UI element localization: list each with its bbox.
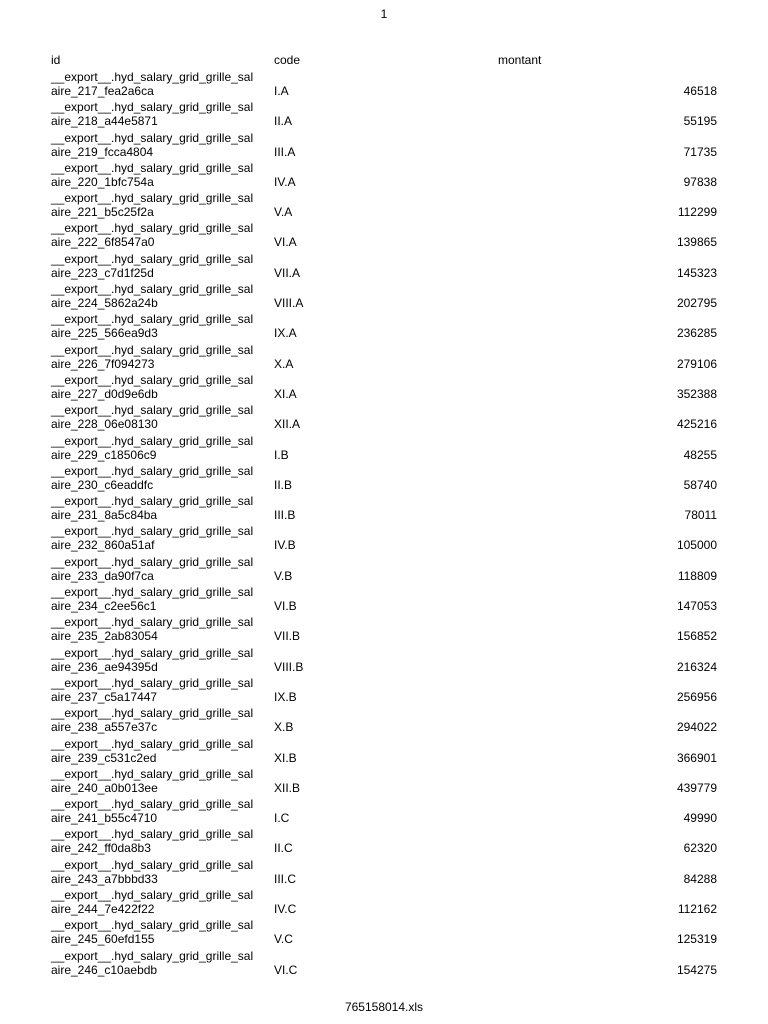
cell-montant: 139865	[676, 235, 717, 250]
cell-montant: 118809	[677, 568, 717, 583]
table-row	[0, 523, 768, 553]
cell-code: III.B	[274, 508, 296, 523]
cell-montant: 236285	[676, 326, 717, 341]
table-row	[0, 917, 768, 947]
cell-id	[51, 827, 273, 855]
table-row	[0, 584, 768, 614]
cell-id-line2: aire_231_8a5c84ba	[51, 508, 158, 523]
cell-id	[51, 949, 273, 977]
column-header-code: code	[274, 53, 301, 67]
cell-id-line1: __export__.hyd_salary_grid_grille_sal	[51, 463, 254, 478]
cell-id-line2: aire_228_06e08130	[51, 417, 158, 432]
cell-code: IV.B	[274, 538, 296, 553]
cell-montant: 112162	[677, 902, 717, 917]
cell-id-line1: __export__.hyd_salary_grid_grille_sal	[51, 918, 254, 933]
cell-code: IX.B	[274, 689, 297, 704]
cell-code: VIII.B	[274, 659, 304, 674]
cell-montant: 202795	[676, 296, 717, 311]
cell-code: I.B	[274, 447, 289, 462]
table-row	[0, 220, 768, 250]
cell-montant: 352388	[676, 386, 717, 401]
cell-id-line2: aire_242_ff0da8b3	[51, 841, 151, 856]
cell-id-line2: aire_237_c5a17447	[51, 689, 158, 704]
cell-id-line2: aire_240_a0b013ee	[51, 780, 158, 795]
cell-montant: 294022	[676, 720, 717, 735]
cell-id-line1: __export__.hyd_salary_grid_grille_sal	[51, 342, 254, 357]
cell-id-line1: __export__.hyd_salary_grid_grille_sal	[51, 736, 254, 751]
cell-code: XII.B	[274, 780, 301, 795]
cell-id-line2: aire_223_c7d1f25d	[51, 265, 154, 280]
cell-montant: 439779	[676, 780, 717, 795]
cell-code: IV.A	[274, 174, 296, 189]
cell-id	[51, 343, 273, 371]
cell-montant: 147053	[676, 599, 717, 614]
cell-id-line1: __export__.hyd_salary_grid_grille_sal	[51, 160, 254, 175]
cell-id-line2: aire_244_7e422f22	[51, 902, 155, 917]
cell-montant: 366901	[676, 750, 717, 765]
cell-id	[51, 494, 273, 522]
table-row	[0, 493, 768, 523]
cell-montant: 55195	[683, 114, 717, 129]
table-row	[0, 948, 768, 978]
cell-montant: 156852	[676, 629, 717, 644]
cell-code: IV.C	[274, 902, 297, 917]
cell-code: I.A	[274, 84, 289, 98]
cell-id-line1: __export__.hyd_salary_grid_grille_sal	[51, 191, 254, 206]
cell-id	[51, 737, 273, 765]
cell-id-line1: __export__.hyd_salary_grid_grille_sal	[51, 797, 254, 812]
cell-code: V.A	[274, 205, 293, 220]
table-row	[0, 675, 768, 705]
cell-montant: 48255	[683, 447, 717, 462]
cell-id-line2: aire_236_ae94395d	[51, 659, 158, 674]
cell-id-line1: __export__.hyd_salary_grid_grille_sal	[51, 645, 254, 660]
cell-montant: 97838	[683, 174, 717, 189]
table-row	[0, 342, 768, 372]
table-row	[0, 796, 768, 826]
table-row	[0, 99, 768, 129]
cell-montant: 112299	[677, 205, 717, 220]
table-row	[0, 372, 768, 402]
cell-id	[51, 312, 273, 340]
cell-id	[51, 100, 273, 128]
table-row	[0, 69, 768, 99]
cell-id-line2: aire_234_c2ee56c1	[51, 599, 157, 614]
cell-id	[51, 403, 273, 431]
cell-id-line2: aire_219_fcca4804	[51, 144, 154, 159]
cell-montant: 425216	[676, 417, 717, 432]
cell-id	[51, 615, 273, 643]
cell-id-line2: aire_241_b55c4710	[51, 811, 158, 826]
cell-id	[51, 555, 273, 583]
cell-id	[51, 524, 273, 552]
cell-id-line2: aire_246_c10aebdb	[51, 962, 158, 977]
table-row	[0, 402, 768, 432]
cell-id	[51, 706, 273, 734]
table-row	[0, 130, 768, 160]
cell-code: XII.A	[274, 417, 301, 432]
table-body	[0, 69, 768, 978]
cell-id-line2: aire_224_5862a24b	[51, 296, 158, 311]
cell-id-line2: aire_218_a44e5871	[51, 114, 158, 129]
cell-code: II.A	[274, 114, 293, 129]
column-header-montant: montant	[498, 53, 542, 67]
cell-montant: 49990	[683, 811, 717, 826]
cell-id-line1: __export__.hyd_salary_grid_grille_sal	[51, 100, 254, 115]
cell-id-line2: aire_235_2ab83054	[51, 629, 158, 644]
cell-id-line2: aire_229_c18506c9	[51, 447, 157, 462]
cell-id-line1: __export__.hyd_salary_grid_grille_sal	[51, 372, 254, 387]
table-row	[0, 614, 768, 644]
cell-id-line1: __export__.hyd_salary_grid_grille_sal	[51, 494, 254, 509]
cell-id-line2: aire_217_fea2a6ca	[51, 84, 154, 98]
cell-id-line2: aire_225_566ea9d3	[51, 326, 158, 341]
table-row	[0, 190, 768, 220]
cell-code: V.C	[274, 932, 293, 947]
cell-id	[51, 131, 273, 159]
cell-code: IX.A	[274, 326, 297, 341]
footer-filename: 765158014.xls	[344, 1000, 424, 1014]
cell-montant: 78011	[684, 508, 717, 523]
table-row	[0, 826, 768, 856]
cell-id-line2: aire_232_860a51af	[51, 538, 155, 553]
cell-id-line1: __export__.hyd_salary_grid_grille_sal	[51, 675, 254, 690]
cell-id-line2: aire_221_b5c25f2a	[51, 205, 154, 220]
cell-id-line1: __export__.hyd_salary_grid_grille_sal	[51, 70, 254, 84]
cell-id-line2: aire_222_6f8547a0	[51, 235, 155, 250]
cell-id	[51, 70, 273, 98]
cell-code: VI.C	[274, 962, 298, 977]
cell-id-line1: __export__.hyd_salary_grid_grille_sal	[51, 706, 254, 721]
cell-id-line1: __export__.hyd_salary_grid_grille_sal	[51, 888, 254, 903]
cell-code: X.B	[274, 720, 294, 735]
cell-montant: 145323	[676, 265, 717, 280]
cell-id-line1: __export__.hyd_salary_grid_grille_sal	[51, 251, 254, 266]
cell-id-line1: __export__.hyd_salary_grid_grille_sal	[51, 554, 254, 569]
cell-code: XI.B	[274, 750, 297, 765]
cell-id	[51, 252, 273, 280]
cell-id-line2: aire_227_d0d9e6db	[51, 386, 158, 401]
table-row	[0, 736, 768, 766]
cell-montant: 62320	[683, 841, 717, 856]
column-header-id: id	[51, 53, 61, 67]
cell-id-line1: __export__.hyd_salary_grid_grille_sal	[51, 221, 254, 236]
cell-id	[51, 676, 273, 704]
cell-id-line1: __export__.hyd_salary_grid_grille_sal	[51, 857, 254, 872]
cell-id	[51, 646, 273, 674]
cell-montant: 256956	[676, 689, 717, 704]
table-header	[0, 53, 768, 67]
cell-id	[51, 585, 273, 613]
cell-montant: 216324	[676, 659, 717, 674]
table-row	[0, 554, 768, 584]
cell-id-line1: __export__.hyd_salary_grid_grille_sal	[51, 766, 254, 781]
cell-id	[51, 373, 273, 401]
cell-id-line2: aire_233_da90f7ca	[51, 568, 154, 583]
cell-code: I.C	[274, 811, 290, 826]
cell-id-line2: aire_226_7f094273	[51, 356, 155, 371]
cell-code: VI.B	[274, 599, 297, 614]
cell-id	[51, 858, 273, 886]
cell-id	[51, 191, 273, 219]
table-row	[0, 433, 768, 463]
cell-montant: 279106	[676, 356, 717, 371]
cell-code: XI.A	[274, 386, 297, 401]
cell-montant: 105000	[676, 538, 717, 553]
cell-montant: 84288	[683, 871, 717, 886]
cell-id-line2: aire_230_c6eaddfc	[51, 477, 154, 492]
table-row	[0, 251, 768, 281]
cell-id-line1: __export__.hyd_salary_grid_grille_sal	[51, 312, 254, 327]
cell-id	[51, 888, 273, 916]
cell-id-line2: aire_238_a557e37c	[51, 720, 158, 735]
cell-id	[51, 434, 273, 462]
cell-id	[51, 797, 273, 825]
table-row	[0, 281, 768, 311]
cell-code: V.B	[274, 568, 293, 583]
page-number: 1	[380, 7, 388, 21]
cell-code: II.C	[274, 841, 293, 856]
cell-id-line1: __export__.hyd_salary_grid_grille_sal	[51, 524, 254, 539]
cell-id	[51, 221, 273, 249]
table-row	[0, 887, 768, 917]
cell-id-line1: __export__.hyd_salary_grid_grille_sal	[51, 948, 254, 963]
cell-id-line2: aire_243_a7bbbd33	[51, 871, 158, 886]
cell-id-line2: aire_245_60efd155	[51, 932, 155, 947]
cell-id	[51, 767, 273, 795]
cell-code: X.A	[274, 356, 294, 371]
cell-code: VII.B	[274, 629, 301, 644]
cell-montant: 125319	[676, 932, 717, 947]
cell-code: VII.A	[274, 265, 301, 280]
cell-id-line2: aire_220_1bfc754a	[51, 174, 154, 189]
cell-id-line1: __export__.hyd_salary_grid_grille_sal	[51, 130, 254, 145]
table-row	[0, 705, 768, 735]
cell-montant: 154275	[676, 962, 717, 977]
cell-id-line1: __export__.hyd_salary_grid_grille_sal	[51, 403, 254, 418]
cell-code: III.C	[274, 871, 297, 886]
cell-id-line1: __export__.hyd_salary_grid_grille_sal	[51, 585, 254, 600]
cell-code: II.B	[274, 477, 293, 492]
table-row	[0, 645, 768, 675]
cell-code: VIII.A	[274, 296, 304, 311]
cell-id	[51, 464, 273, 492]
cell-id	[51, 918, 273, 946]
cell-id-line1: __export__.hyd_salary_grid_grille_sal	[51, 282, 254, 297]
cell-id-line1: __export__.hyd_salary_grid_grille_sal	[51, 433, 254, 448]
table-row	[0, 463, 768, 493]
cell-id-line1: __export__.hyd_salary_grid_grille_sal	[51, 827, 254, 842]
table-row	[0, 857, 768, 887]
table-row	[0, 766, 768, 796]
cell-montant: 71735	[683, 144, 717, 159]
cell-code: III.A	[274, 144, 296, 159]
cell-montant: 46518	[683, 84, 717, 98]
cell-id	[51, 161, 273, 189]
table-row	[0, 160, 768, 190]
cell-montant: 58740	[683, 477, 717, 492]
cell-code: VI.A	[274, 235, 297, 250]
cell-id-line1: __export__.hyd_salary_grid_grille_sal	[51, 615, 254, 630]
table-row	[0, 311, 768, 341]
cell-id	[51, 282, 273, 310]
cell-id-line2: aire_239_c531c2ed	[51, 750, 157, 765]
